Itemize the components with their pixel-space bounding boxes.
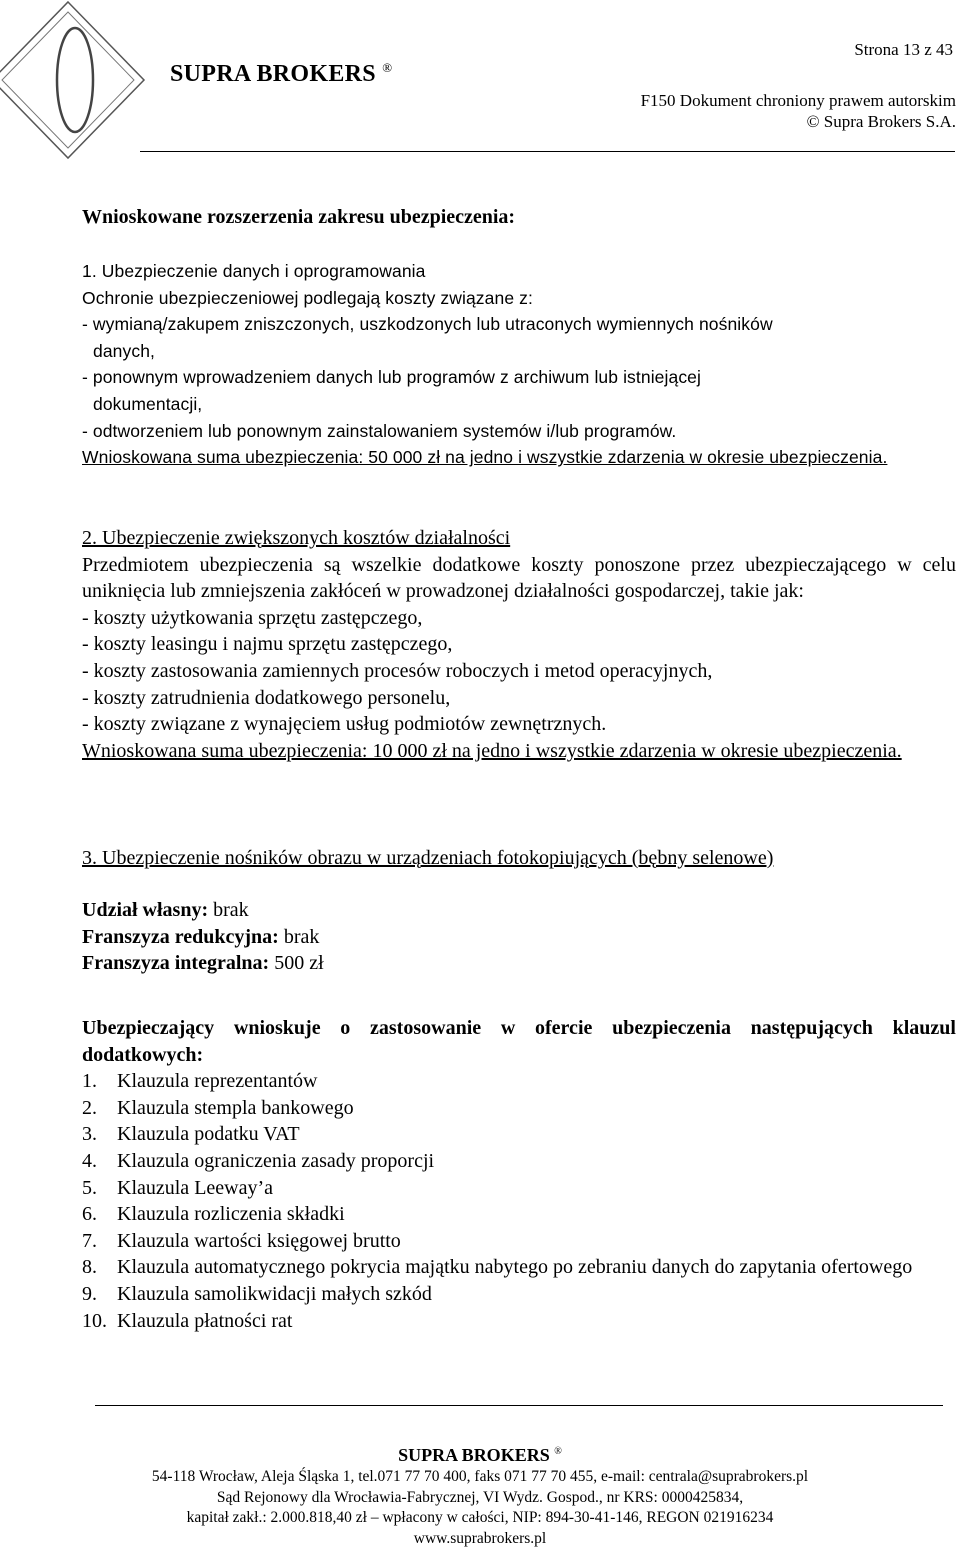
footer-court: Sąd Rejonowy dla Wrocławia-Fabrycznej, VI Wydz. Gospod., nr KRS: 0000425834, bbox=[0, 1488, 960, 1509]
list-number: 8. bbox=[82, 1254, 117, 1281]
list-item bbox=[82, 1175, 956, 1202]
list-item bbox=[82, 1068, 956, 1095]
section-increased-costs bbox=[82, 525, 956, 764]
company-logo bbox=[0, 0, 170, 170]
clause-text: Klauzula rozliczenia składki bbox=[117, 1201, 956, 1228]
list-item: - wymianą/zakupem zniszczonych, uszkodzonych lub utraconych wymiennych nośników bbox=[82, 311, 956, 338]
section-intro: Ochronie ubezpieczeniowej podlegają koszty związane z: bbox=[82, 285, 956, 312]
header-brand: SUPRA BROKERS ® bbox=[170, 60, 392, 88]
list-item: - koszty użytkowania sprzętu zastępczego, bbox=[82, 605, 956, 632]
footer-capital: kapitał zakł.: 2.000.818,40 zł – wpłacony w całości, NIP: 894-30-41-146, REGON 021916234 bbox=[0, 1508, 960, 1529]
section-title: 3. Ubezpieczenie nośników obrazu w urządzeniach fotokopiujących (bębny selenowe) bbox=[82, 845, 956, 872]
clauses-list bbox=[82, 1068, 956, 1334]
section-title: 2. Ubezpieczenie zwiększonych kosztów działalności bbox=[82, 525, 956, 552]
page-number: Strona 13 z 43 bbox=[854, 40, 953, 60]
clause-text: Klauzula samolikwidacji małych szkód bbox=[117, 1281, 956, 1308]
list-number: 10. bbox=[82, 1308, 117, 1335]
clause-text: Klauzula podatku VAT bbox=[117, 1121, 956, 1148]
list-number: 6. bbox=[82, 1201, 117, 1228]
deductible-value: 500 zł bbox=[274, 952, 323, 974]
list-number: 9. bbox=[82, 1281, 117, 1308]
clause-text: Klauzula automatycznego pokrycia majątku nabytego po zebraniu danych do zapytania ofertowego bbox=[117, 1254, 956, 1281]
header-divider bbox=[140, 151, 955, 152]
list-item bbox=[82, 1201, 956, 1228]
list-item bbox=[82, 1281, 956, 1308]
sum-insured: Wnioskowana suma ubezpieczenia: 10 000 zł na jedno i wszystkie zdarzenia w okresie ubezpieczenia. bbox=[82, 738, 956, 765]
clause-text: Klauzula ograniczenia zasady proporcji bbox=[117, 1148, 956, 1175]
deductible-label: Franszyza integralna: bbox=[82, 952, 269, 974]
clause-text: Klauzula wartości księgowej brutto bbox=[117, 1228, 956, 1255]
list-number: 1. bbox=[82, 1068, 117, 1095]
list-item bbox=[82, 1228, 956, 1255]
deductible-value: brak bbox=[284, 926, 320, 948]
list-number: 4. bbox=[82, 1148, 117, 1175]
sum-insured: Wnioskowana suma ubezpieczenia: 50 000 zł na jedno i wszystkie zdarzenia w okresie ubezpieczenia. bbox=[82, 444, 956, 471]
deductibles bbox=[82, 897, 956, 977]
deductible-integral bbox=[82, 950, 956, 977]
clauses-intro: Ubezpieczający wnioskuje o zastosowanie w ofercie ubezpieczenia następujących klauzul dodatkowych: bbox=[82, 1015, 956, 1068]
document-id-text: F150 Dokument chroniony prawem autorskim bbox=[641, 90, 956, 111]
list-number: 3. bbox=[82, 1121, 117, 1148]
footer-divider bbox=[95, 1405, 943, 1406]
list-item: - koszty leasingu i najmu sprzętu zastępczego, bbox=[82, 631, 956, 658]
page-heading: Wnioskowane rozszerzenia zakresu ubezpieczenia: bbox=[82, 206, 515, 229]
list-item-continuation: dokumentacji, bbox=[82, 391, 956, 418]
document-id bbox=[641, 90, 956, 132]
list-number: 5. bbox=[82, 1175, 117, 1202]
deductible-label: Udział własny: bbox=[82, 899, 208, 921]
footer-brand: SUPRA BROKERS ® bbox=[0, 1440, 960, 1467]
list-item-continuation: danych, bbox=[82, 338, 956, 365]
list-item: - koszty zatrudnienia dodatkowego personelu, bbox=[82, 685, 956, 712]
footer-address: 54-118 Wrocław, Aleja Śląska 1, tel.071 77 70 400, faks 071 77 70 455, e-mail: centrala@suprabrokers.pl bbox=[0, 1467, 960, 1488]
list-item bbox=[82, 1254, 956, 1281]
list-item: - koszty zastosowania zamiennych procesów roboczych i metod operacyjnych, bbox=[82, 658, 956, 685]
list-item bbox=[82, 1308, 956, 1335]
deductible-reducing bbox=[82, 924, 956, 951]
additional-clauses bbox=[82, 1015, 956, 1334]
clause-text: Klauzula reprezentantów bbox=[117, 1068, 956, 1095]
deductible-own-share bbox=[82, 897, 956, 924]
section-title: 1. Ubezpieczenie danych i oprogramowania bbox=[82, 258, 956, 285]
section-copier-drums bbox=[82, 845, 956, 872]
list-item: - koszty związane z wynajęciem usług podmiotów zewnętrznych. bbox=[82, 711, 956, 738]
clause-text: Klauzula Leeway’a bbox=[117, 1175, 956, 1202]
list-item bbox=[82, 1148, 956, 1175]
clause-text: Klauzula płatności rat bbox=[117, 1308, 956, 1335]
list-item: - odtworzeniem lub ponownym zainstalowaniem systemów i/lub programów. bbox=[82, 418, 956, 445]
section-intro: Przedmiotem ubezpieczenia są wszelkie dodatkowe koszty ponoszone przez ubezpieczającego w celu uniknięcia lub zmniejszenia zakłóceń w prowadzonej działalności gospodarczej, takie jak: bbox=[82, 552, 956, 605]
footer-website[interactable]: www.suprabrokers.pl bbox=[0, 1529, 960, 1549]
list-number: 7. bbox=[82, 1228, 117, 1255]
list-item bbox=[82, 1095, 956, 1122]
deductible-label: Franszyza redukcyjna: bbox=[82, 926, 279, 948]
clause-text: Klauzula stempla bankowego bbox=[117, 1095, 956, 1122]
deductible-value: brak bbox=[213, 899, 249, 921]
copyright-text: © Supra Brokers S.A. bbox=[641, 111, 956, 132]
list-number: 2. bbox=[82, 1095, 117, 1122]
list-item bbox=[82, 1121, 956, 1148]
section-data-insurance bbox=[82, 258, 956, 471]
page-footer bbox=[0, 1440, 960, 1549]
list-item: - ponownym wprowadzeniem danych lub programów z archiwum lub istniejącej bbox=[82, 364, 956, 391]
